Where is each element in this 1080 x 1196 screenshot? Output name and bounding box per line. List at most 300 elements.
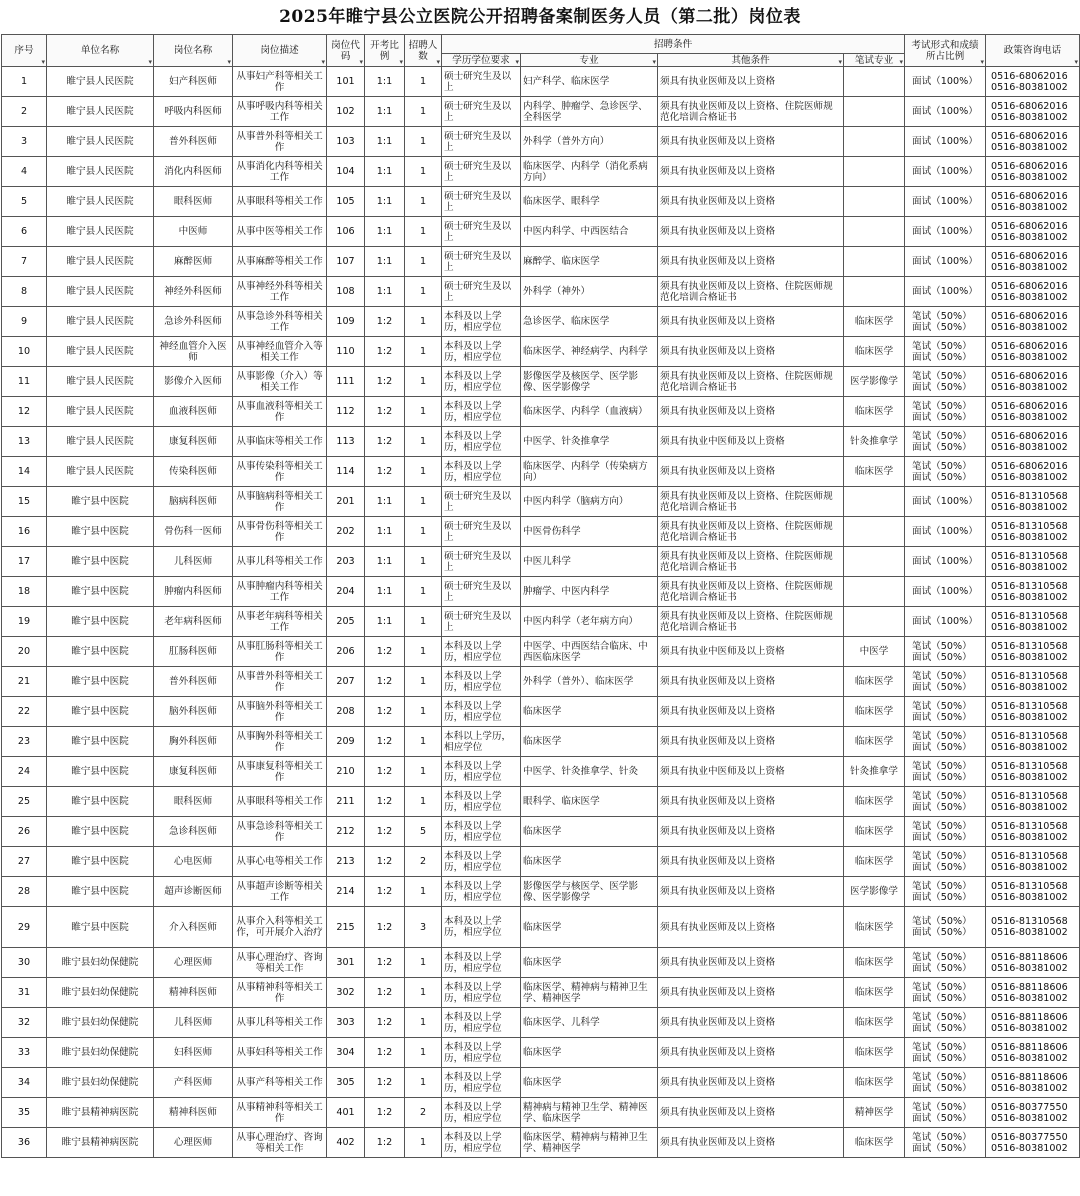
cell-desc: 从事影像（介入）等相关工作: [233, 367, 327, 397]
phone-line: 0516-68062016: [991, 250, 1068, 262]
header-written-major[interactable]: 笔试专业 ▾: [844, 54, 905, 67]
cell-written-major: 临床医学: [844, 907, 905, 948]
cell-ratio: 1:2: [365, 367, 405, 397]
header-count[interactable]: 招聘人数 ▾: [405, 35, 442, 67]
cell-seq: 33: [2, 1038, 47, 1068]
cell-seq: 30: [2, 948, 47, 978]
exam-line: 笔试（50%）: [912, 640, 972, 652]
filter-dropdown-icon[interactable]: ▾: [515, 58, 519, 66]
cell-seq: 32: [2, 1008, 47, 1038]
cell-code: 101: [327, 67, 365, 97]
cell-major: 临床医学、眼科学: [521, 187, 658, 217]
cell-unit: 睢宁县中医院: [47, 667, 154, 697]
exam-line: 面试（50%）: [912, 831, 972, 843]
cell-phone: [986, 247, 1080, 277]
cell-edu: 本科及以上学历，相应学位: [442, 1008, 521, 1038]
cell-edu: 本科及以上学历，相应学位: [442, 367, 521, 397]
phone-line: 0516-68062016: [991, 280, 1068, 292]
cell-count: 2: [405, 1098, 442, 1128]
phone-line: 0516-68062016: [991, 160, 1068, 172]
cell-count: 1: [405, 97, 442, 127]
phone-line: 0516-80381002: [991, 141, 1068, 153]
cell-other: 须具有执业医师及以上资格: [658, 907, 844, 948]
cell-written-major: 临床医学: [844, 697, 905, 727]
cell-seq: 11: [2, 367, 47, 397]
cell-code: 211: [327, 787, 365, 817]
cell-code: 205: [327, 607, 365, 637]
table-body: [2, 67, 1080, 1158]
cell-count: 3: [405, 907, 442, 948]
cell-edu: 本科及以上学历，相应学位: [442, 757, 521, 787]
cell-exam: [905, 217, 986, 247]
cell-major: 中医内科学（老年病方向）: [521, 607, 658, 637]
exam-line: 面试（50%）: [912, 1052, 972, 1064]
cell-written-major: 临床医学: [844, 948, 905, 978]
exam-line: 笔试（50%）: [912, 310, 972, 322]
filter-dropdown-icon[interactable]: ▾: [359, 58, 363, 66]
exam-line: 笔试（50%）: [912, 430, 972, 442]
cell-count: 1: [405, 217, 442, 247]
cell-exam: [905, 787, 986, 817]
cell-written-major: [844, 127, 905, 157]
cell-phone: [986, 307, 1080, 337]
header-ratio[interactable]: 开考比例 ▾: [365, 35, 405, 67]
cell-edu: 本科及以上学历，相应学位: [442, 847, 521, 877]
phone-line: 0516-80381002: [991, 111, 1068, 123]
cell-edu: 本科及以上学历，相应学位: [442, 907, 521, 948]
filter-dropdown-icon[interactable]: ▾: [652, 58, 656, 66]
cell-written-major: 针灸推拿学: [844, 757, 905, 787]
cell-exam: [905, 757, 986, 787]
cell-position: 妇科医师: [154, 1038, 233, 1068]
cell-count: 1: [405, 127, 442, 157]
exam-line: 面试（50%）: [912, 441, 972, 453]
cell-edu: 本科及以上学历，相应学位: [442, 948, 521, 978]
cell-phone: [986, 667, 1080, 697]
cell-unit: 睢宁县妇幼保健院: [47, 1068, 154, 1098]
cell-count: 1: [405, 1068, 442, 1098]
cell-code: 111: [327, 367, 365, 397]
cell-major: 临床医学: [521, 817, 658, 847]
cell-position: 影像介入医师: [154, 367, 233, 397]
cell-written-major: [844, 517, 905, 547]
cell-written-major: [844, 247, 905, 277]
cell-ratio: 1:1: [365, 547, 405, 577]
cell-seq: 13: [2, 427, 47, 457]
cell-position: 肿瘤内科医师: [154, 577, 233, 607]
exam-line: 面试（100%）: [912, 556, 978, 567]
cell-exam: [905, 667, 986, 697]
exam-line: 笔试（50%）: [912, 760, 972, 772]
exam-line: 面试（50%）: [912, 771, 972, 783]
cell-phone: [986, 607, 1080, 637]
exam-line: 面试（50%）: [912, 801, 972, 813]
table-row: [2, 157, 1080, 187]
cell-count: 1: [405, 487, 442, 517]
cell-other: 须具有执业医师及以上资格、住院医师规范化培训合格证书: [658, 487, 844, 517]
cell-unit: 睢宁县中医院: [47, 817, 154, 847]
cell-phone: [986, 727, 1080, 757]
cell-desc: 从事康复科等相关工作: [233, 757, 327, 787]
cell-exam: [905, 877, 986, 907]
header-desc[interactable]: 岗位描述 ▾: [233, 35, 327, 67]
cell-exam: [905, 1128, 986, 1158]
cell-exam: [905, 978, 986, 1008]
table-row: [2, 907, 1080, 948]
cell-written-major: [844, 217, 905, 247]
table-row: [2, 847, 1080, 877]
filter-dropdown-icon[interactable]: ▾: [148, 58, 152, 66]
cell-unit: 睢宁县人民医院: [47, 67, 154, 97]
phone-line: 0516-80381002: [991, 651, 1068, 663]
exam-line: 面试（50%）: [912, 651, 972, 663]
cell-edu: 硕士研究生及以上: [442, 277, 521, 307]
cell-unit: 睢宁县人民医院: [47, 157, 154, 187]
filter-dropdown-icon[interactable]: ▾: [399, 58, 403, 66]
cell-other: 须具有执业医师及以上资格: [658, 397, 844, 427]
cell-position: 麻醉医师: [154, 247, 233, 277]
cell-unit: 睢宁县人民医院: [47, 97, 154, 127]
exam-line: 面试（100%）: [912, 586, 978, 597]
cell-unit: 睢宁县人民医院: [47, 367, 154, 397]
cell-desc: 从事血液科等相关工作: [233, 397, 327, 427]
phone-line: 0516-81310568: [991, 916, 1068, 927]
exam-line: 笔试（50%）: [912, 1011, 972, 1023]
header-phone[interactable]: 政策咨询电话 ▾: [986, 35, 1080, 67]
exam-line: 面试（100%）: [912, 136, 978, 147]
cell-seq: 31: [2, 978, 47, 1008]
cell-phone: [986, 817, 1080, 847]
cell-other: 须具有执业医师及以上资格: [658, 127, 844, 157]
cell-major: 外科学（神外）: [521, 277, 658, 307]
cell-written-major: [844, 277, 905, 307]
cell-edu: 硕士研究生及以上: [442, 577, 521, 607]
cell-other: 须具有执业医师及以上资格: [658, 817, 844, 847]
exam-line: 面试（100%）: [912, 106, 978, 117]
cell-major: 临床医学、神经病学、内科学: [521, 337, 658, 367]
table-row: [2, 457, 1080, 487]
cell-ratio: 1:2: [365, 817, 405, 847]
cell-code: 213: [327, 847, 365, 877]
cell-unit: 睢宁县中医院: [47, 877, 154, 907]
cell-exam: [905, 427, 986, 457]
phone-line: 0516-81310568: [991, 880, 1068, 892]
header-exam[interactable]: 考试形式和成绩所占比例 ▾: [905, 35, 986, 67]
table-row: [2, 1068, 1080, 1098]
cell-code: 104: [327, 157, 365, 187]
cell-ratio: 1:1: [365, 157, 405, 187]
cell-phone: [986, 577, 1080, 607]
cell-written-major: 针灸推拿学: [844, 427, 905, 457]
cell-seq: 12: [2, 397, 47, 427]
cell-position: 康复科医师: [154, 757, 233, 787]
cell-desc: 从事脑病科等相关工作: [233, 487, 327, 517]
filter-dropdown-icon[interactable]: ▾: [1074, 58, 1078, 66]
exam-line: 面试（100%）: [912, 166, 978, 177]
cell-other: 须具有执业医师及以上资格: [658, 67, 844, 97]
cell-unit: 睢宁县人民医院: [47, 307, 154, 337]
cell-code: 113: [327, 427, 365, 457]
cell-count: 1: [405, 337, 442, 367]
cell-exam: [905, 277, 986, 307]
cell-code: 107: [327, 247, 365, 277]
filter-dropdown-icon[interactable]: ▾: [41, 58, 45, 66]
phone-line: 0516-68062016: [991, 190, 1068, 202]
cell-code: 401: [327, 1098, 365, 1128]
phone-line: 0516-80381002: [991, 441, 1068, 453]
exam-line: 面试（100%）: [912, 76, 978, 87]
cell-seq: 4: [2, 157, 47, 187]
filter-dropdown-icon[interactable]: ▾: [227, 58, 231, 66]
cell-other: 须具有执业医师及以上资格: [658, 337, 844, 367]
exam-line: 面试（50%）: [912, 962, 972, 974]
cell-position: 精神科医师: [154, 978, 233, 1008]
cell-written-major: [844, 547, 905, 577]
cell-desc: 从事脑外科等相关工作: [233, 697, 327, 727]
table-row: [2, 1038, 1080, 1068]
cell-written-major: [844, 577, 905, 607]
cell-unit: 睢宁县人民医院: [47, 427, 154, 457]
phone-line: 0516-80381002: [991, 621, 1068, 633]
exam-line: 笔试（50%）: [912, 850, 972, 862]
cell-ratio: 1:1: [365, 187, 405, 217]
exam-line: 面试（100%）: [912, 256, 978, 267]
cell-seq: 10: [2, 337, 47, 367]
cell-count: 1: [405, 607, 442, 637]
phone-line: 0516-80381002: [991, 381, 1068, 393]
cell-seq: 35: [2, 1098, 47, 1128]
cell-position: 儿科医师: [154, 547, 233, 577]
cell-written-major: [844, 187, 905, 217]
exam-line: 面试（50%）: [912, 321, 972, 333]
cell-exam: [905, 1008, 986, 1038]
phone-line: 0516-68062016: [991, 370, 1068, 382]
phone-line: 0516-68062016: [991, 220, 1068, 232]
cell-edu: 本科及以上学历，相应学位: [442, 1038, 521, 1068]
cell-count: 1: [405, 1128, 442, 1158]
cell-unit: 睢宁县中医院: [47, 517, 154, 547]
cell-ratio: 1:2: [365, 697, 405, 727]
phone-line: 0516-80381002: [991, 531, 1068, 543]
cell-major: 外科学（普外）、临床医学: [521, 667, 658, 697]
cell-edu: 本科及以上学历，相应学位: [442, 877, 521, 907]
cell-phone: [986, 877, 1080, 907]
cell-ratio: 1:1: [365, 517, 405, 547]
table-row: [2, 337, 1080, 367]
cell-code: 203: [327, 547, 365, 577]
cell-desc: 从事普外科等相关工作: [233, 127, 327, 157]
cell-ratio: 1:2: [365, 1038, 405, 1068]
cell-position: 神经外科医师: [154, 277, 233, 307]
exam-line: 笔试（50%）: [912, 981, 972, 993]
positions-table: [1, 34, 1080, 1158]
header-major[interactable]: 专业 ▾: [521, 54, 658, 67]
phone-line: 0516-81310568: [991, 820, 1068, 832]
cell-position: 传染科医师: [154, 457, 233, 487]
cell-exam: [905, 547, 986, 577]
cell-seq: 18: [2, 577, 47, 607]
phone-line: 0516-80381002: [991, 992, 1068, 1004]
header-edu[interactable]: 学历学位要求 ▾: [442, 54, 521, 67]
cell-major: 临床医学: [521, 727, 658, 757]
cell-ratio: 1:2: [365, 978, 405, 1008]
filter-dropdown-icon[interactable]: ▾: [436, 58, 440, 66]
cell-other: 须具有执业医师及以上资格: [658, 187, 844, 217]
cell-other: 须具有执业中医师及以上资格: [658, 427, 844, 457]
phone-line: 0516-80381002: [991, 471, 1068, 483]
cell-ratio: 1:2: [365, 457, 405, 487]
cell-written-major: [844, 607, 905, 637]
cell-other: 须具有执业医师及以上资格: [658, 1038, 844, 1068]
cell-position: 骨伤科一医师: [154, 517, 233, 547]
cell-code: 303: [327, 1008, 365, 1038]
exam-line: 笔试（50%）: [912, 340, 972, 352]
cell-seq: 22: [2, 697, 47, 727]
exam-line: 笔试（50%）: [912, 790, 972, 802]
phone-line: 0516-68062016: [991, 400, 1068, 412]
exam-line: 面试（50%）: [912, 711, 972, 723]
phone-line: 0516-80381002: [991, 891, 1068, 903]
cell-unit: 睢宁县中医院: [47, 487, 154, 517]
cell-ratio: 1:2: [365, 337, 405, 367]
cell-code: 302: [327, 978, 365, 1008]
phone-line: 0516-80381002: [991, 81, 1068, 93]
cell-unit: 睢宁县人民医院: [47, 457, 154, 487]
cell-written-major: 临床医学: [844, 817, 905, 847]
phone-line: 0516-68062016: [991, 340, 1068, 352]
cell-position: 中医师: [154, 217, 233, 247]
cell-count: 1: [405, 757, 442, 787]
cell-major: 中医骨伤科学: [521, 517, 658, 547]
header-code[interactable]: 岗位代码 ▾: [327, 35, 365, 67]
cell-phone: [986, 907, 1080, 948]
exam-line: 笔试（50%）: [912, 951, 972, 963]
cell-unit: 睢宁县中医院: [47, 787, 154, 817]
phone-line: 0516-81310568: [991, 490, 1068, 502]
phone-line: 0516-80381002: [991, 591, 1068, 603]
exam-line: 笔试（50%）: [912, 1101, 972, 1113]
cell-exam: [905, 637, 986, 667]
cell-code: 108: [327, 277, 365, 307]
cell-edu: 本科及以上学历，相应学位: [442, 978, 521, 1008]
cell-count: 1: [405, 1008, 442, 1038]
cell-position: 康复科医师: [154, 427, 233, 457]
table-row: [2, 97, 1080, 127]
exam-line: 面试（50%）: [912, 1022, 972, 1034]
cell-seq: 20: [2, 637, 47, 667]
cell-written-major: 临床医学: [844, 1068, 905, 1098]
cell-phone: [986, 187, 1080, 217]
cell-count: 1: [405, 187, 442, 217]
cell-desc: 从事儿科等相关工作: [233, 1008, 327, 1038]
cell-edu: 硕士研究生及以上: [442, 487, 521, 517]
cell-count: 2: [405, 847, 442, 877]
cell-count: 1: [405, 787, 442, 817]
table-row: [2, 517, 1080, 547]
cell-other: 须具有执业医师及以上资格: [658, 978, 844, 1008]
cell-ratio: 1:1: [365, 277, 405, 307]
header-position[interactable]: 岗位名称 ▾: [154, 35, 233, 67]
cell-count: 1: [405, 978, 442, 1008]
filter-dropdown-icon[interactable]: ▾: [321, 58, 325, 66]
cell-phone: [986, 97, 1080, 127]
cell-unit: 睢宁县人民医院: [47, 127, 154, 157]
cell-written-major: 临床医学: [844, 1008, 905, 1038]
cell-desc: 从事临床等相关工作: [233, 427, 327, 457]
cell-code: 106: [327, 217, 365, 247]
cell-code: 103: [327, 127, 365, 157]
cell-major: 影像医学与核医学、医学影像、医学影像学: [521, 877, 658, 907]
cell-ratio: 1:2: [365, 757, 405, 787]
exam-line: 笔试（50%）: [912, 730, 972, 742]
header-seq[interactable]: 序号 ▾: [2, 35, 47, 67]
cell-written-major: 医学影像学: [844, 367, 905, 397]
cell-other: 须具有执业医师及以上资格: [658, 457, 844, 487]
cell-count: 1: [405, 948, 442, 978]
cell-major: 影像医学及核医学、医学影像、医学影像学: [521, 367, 658, 397]
cell-count: 1: [405, 307, 442, 337]
exam-line: 面试（50%）: [912, 1112, 972, 1124]
cell-major: 临床医学、精神病与精神卫生学、精神医学: [521, 978, 658, 1008]
phone-line: 0516-80381002: [991, 1082, 1068, 1094]
cell-desc: 从事儿科等相关工作: [233, 547, 327, 577]
cell-code: 212: [327, 817, 365, 847]
cell-major: 中医内科学、中西医结合: [521, 217, 658, 247]
table-row: [2, 577, 1080, 607]
cell-seq: 29: [2, 907, 47, 948]
phone-line: 0516-80381002: [991, 231, 1068, 243]
header-other[interactable]: 其他条件 ▾: [658, 54, 844, 67]
cell-major: 临床医学: [521, 907, 658, 948]
cell-desc: 从事妇科等相关工作: [233, 1038, 327, 1068]
page-title: 2025年睢宁县公立医院公开招聘备案制医务人员（第二批）岗位表: [279, 7, 801, 27]
filter-dropdown-icon[interactable]: ▾: [980, 58, 984, 66]
cell-seq: 36: [2, 1128, 47, 1158]
cell-seq: 15: [2, 487, 47, 517]
cell-count: 1: [405, 277, 442, 307]
cell-seq: 21: [2, 667, 47, 697]
cell-edu: 本科及以上学历，相应学位: [442, 1068, 521, 1098]
phone-line: 0516-88118606: [991, 1011, 1068, 1023]
filter-dropdown-icon[interactable]: ▾: [899, 58, 903, 66]
cell-code: 301: [327, 948, 365, 978]
cell-seq: 26: [2, 817, 47, 847]
cell-unit: 睢宁县中医院: [47, 907, 154, 948]
cell-code: 304: [327, 1038, 365, 1068]
cell-written-major: 临床医学: [844, 457, 905, 487]
filter-dropdown-icon[interactable]: ▾: [838, 58, 842, 66]
header-unit[interactable]: 单位名称 ▾: [47, 35, 154, 67]
cell-desc: 从事产科等相关工作: [233, 1068, 327, 1098]
exam-line: 面试（50%）: [912, 861, 972, 873]
cell-position: 急诊科医师: [154, 817, 233, 847]
cell-other: 须具有执业医师及以上资格、住院医师规范化培训合格证书: [658, 277, 844, 307]
phone-line: 0516-68062016: [991, 130, 1068, 142]
cell-edu: 本科及以上学历，相应学位: [442, 667, 521, 697]
cell-phone: [986, 787, 1080, 817]
cell-desc: 从事超声诊断等相关工作: [233, 877, 327, 907]
cell-phone: [986, 217, 1080, 247]
table-row: [2, 1008, 1080, 1038]
cell-exam: [905, 487, 986, 517]
table-row: [2, 817, 1080, 847]
cell-written-major: 精神医学: [844, 1098, 905, 1128]
cell-unit: 睢宁县妇幼保健院: [47, 1008, 154, 1038]
exam-line: 笔试（50%）: [912, 1041, 972, 1053]
cell-ratio: 1:2: [365, 637, 405, 667]
cell-code: 105: [327, 187, 365, 217]
cell-count: 1: [405, 1038, 442, 1068]
